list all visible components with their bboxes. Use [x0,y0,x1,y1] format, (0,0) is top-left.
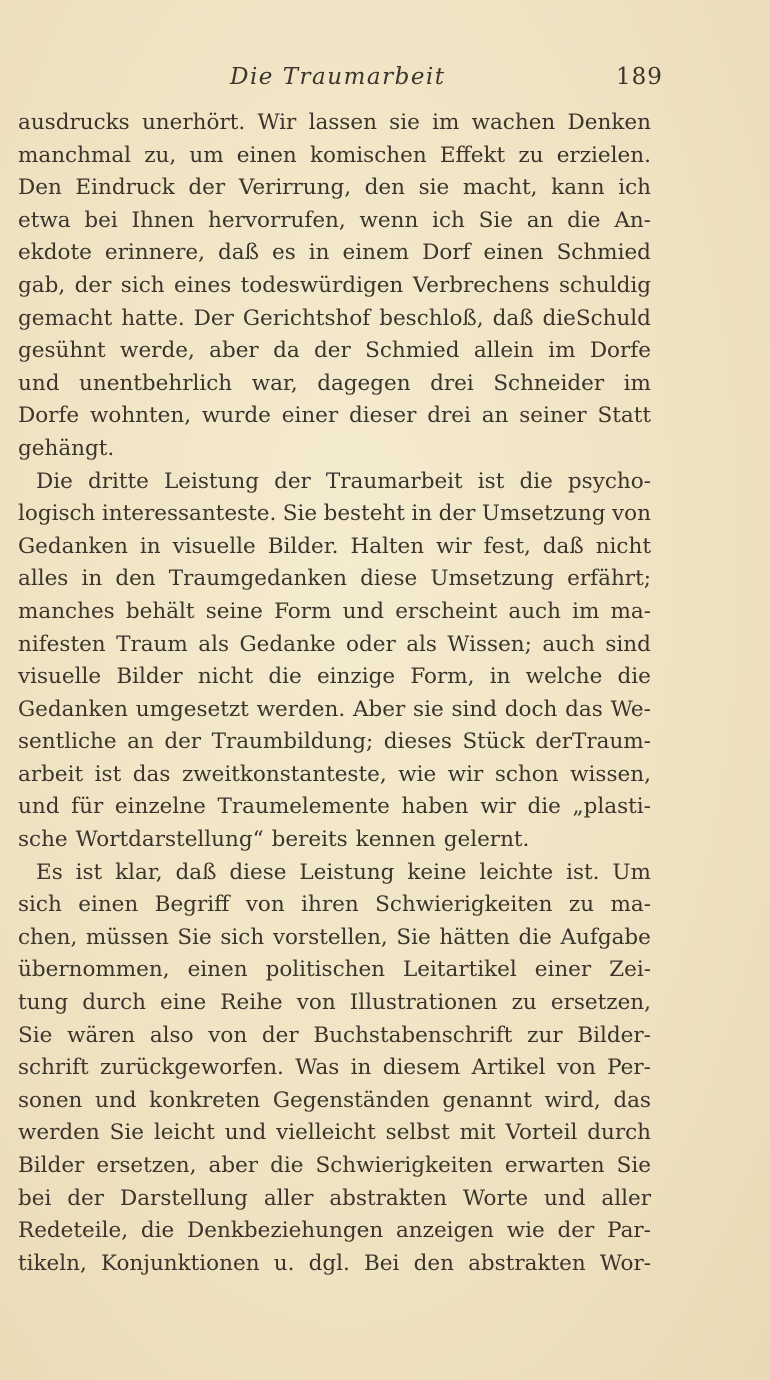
text-line: gab, der sich eines todeswürdigen Verbrechens schuldig [18,272,651,298]
text-line: nifesten Traum als Gedanke oder als Wissen; auch sind [18,631,651,657]
body-text [18,107,651,1280]
text-line: Gedanken in visuelle Bilder. Halten wir fest, daß nicht [18,533,651,559]
text-line: Dorfe wohnten, wurde einer dieser drei an seiner Statt [18,403,651,429]
text-line: Die dritte Leistung der Traumarbeit ist die psycho- [36,468,651,494]
text-line: sche Wortdarstellung“ bereits kennen gelernt. [18,827,530,853]
text-line: etwa bei Ihnen hervorrufen, wenn ich Sie an die An- [18,207,651,233]
text-line: sonen und konkreten Gegenständen genannt wird, das [18,1087,651,1113]
text-line: sich einen Begriff von ihren Schwierigkeiten zu ma- [18,892,651,918]
text-line: Gedanken umgesetzt werden. Aber sie sind doch das We- [18,696,651,722]
text-line: logisch interessanteste. Sie besteht in der Umsetzung von [18,501,651,527]
text-line: ausdrucks unerhört. Wir lassen sie im wachen Denken [18,110,651,135]
text-line: und unentbehrlich war, dagegen drei Schneider im [18,370,651,396]
text-line: manches behält seine Form und erscheint auch im ma- [18,598,651,624]
page-number: 189 [616,64,663,90]
text-line: tung durch eine Reihe von Illustrationen zu ersetzen, [18,990,651,1016]
text-line: tikeln, Konjunktionen u. dgl. Bei den abstrakten Wor- [18,1250,651,1276]
text-line: Sie wären also von der Buchstabenschrift zur Bilder- [18,1022,651,1048]
text-line: werden Sie leicht und vielleicht selbst mit Vorteil durch [18,1120,651,1146]
text-line: und für einzelne Traumelemente haben wir die „plasti- [18,794,651,820]
text-line: bei der Darstellung aller abstrakten Worte und aller [18,1185,651,1211]
text-line: Redeteile, die Denkbeziehungen anzeigen wie der Par- [18,1218,651,1244]
text-line: Den Eindruck der Verirrung, den sie macht, kann ich [18,175,651,201]
text-line: chen, müssen Sie sich vorstellen, Sie hätten die Aufgabe [18,924,651,950]
text-line: Bilder ersetzen, aber die Schwierigkeiten erwarten Sie [18,1153,651,1178]
text-line: Es ist klar, daß diese Leistung keine leichte ist. Um [36,859,651,885]
text-line: übernommen, einen politischen Leitartikel einer Zei- [18,957,651,983]
text-line: alles in den Traumgedanken diese Umsetzung erfährt; [18,566,651,592]
text-line: visuelle Bilder nicht die einzige Form, in welche die [18,664,651,690]
text-line: sentliche an der Traumbildung; dieses Stück derTraum- [18,729,651,755]
running-title: Die Traumarbeit [230,64,446,90]
text-line: manchmal zu, um einen komischen Effekt zu erzielen. [18,142,651,168]
page-header [0,64,770,100]
text-line: gehängt. [18,435,115,461]
text-line: gemacht hatte. Der Gerichtshof beschloß, daß dieSchuld [18,305,651,331]
text-line: arbeit ist das zweitkonstanteste, wie wir schon wissen, [18,761,651,787]
text-line: ekdote erinnere, daß es in einem Dorf einen Schmied [18,240,651,266]
text-line: schrift zurückgeworfen. Was in diesem Artikel von Per- [18,1055,651,1081]
text-line: gesühnt werde, aber da der Schmied allein im Dorfe [18,338,651,364]
